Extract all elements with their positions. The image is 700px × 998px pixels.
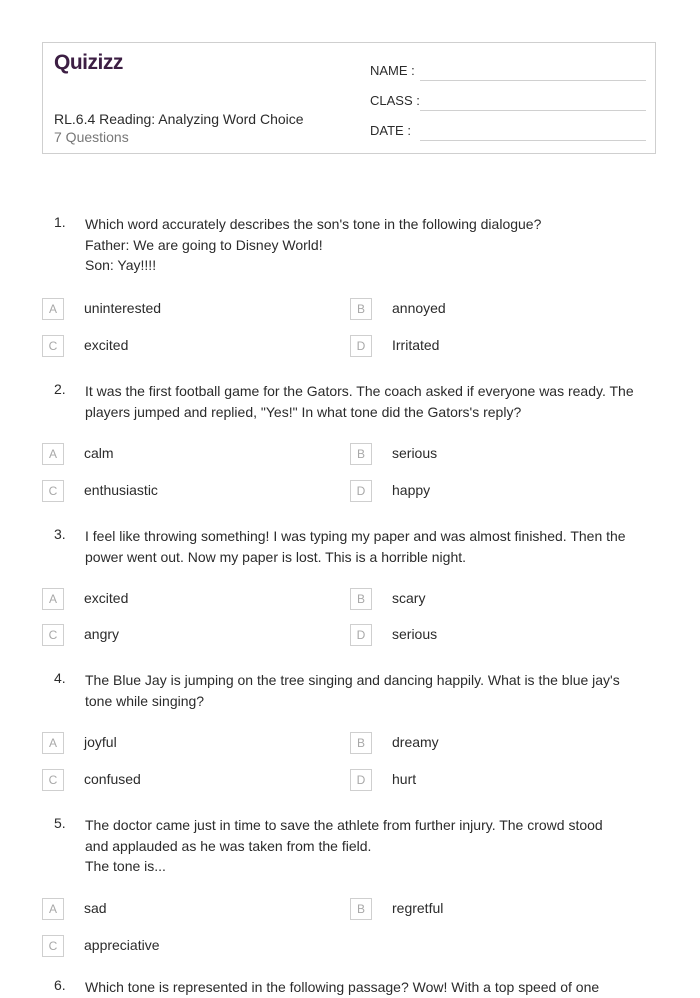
answer-option-a[interactable] [42, 588, 322, 610]
option-letter-box: D [350, 335, 372, 357]
option-letter-box: B [350, 732, 372, 754]
option-letter-box: B [350, 588, 372, 610]
option-letter-box: D [350, 624, 372, 646]
option-letter-box: C [42, 480, 64, 502]
answer-option-c[interactable] [42, 769, 322, 791]
question-text-line: power went out. Now my paper is lost. This is a horrible night. [85, 548, 467, 565]
option-text: enthusiastic [84, 482, 158, 498]
option-letter-box: C [42, 935, 64, 957]
question-text-line: and applauded as he was taken from the field. [85, 837, 372, 854]
option-text: sad [84, 900, 107, 916]
class-field[interactable] [370, 89, 646, 111]
answer-option-a[interactable] [42, 443, 322, 465]
option-text: angry [84, 626, 120, 642]
worksheet-title: RL.6.4 Reading: Analyzing Word Choice [54, 111, 304, 127]
question-number: 6. [54, 977, 66, 993]
option-letter-box: A [42, 298, 64, 320]
question-number: 5. [54, 815, 66, 831]
option-text: dreamy [392, 734, 439, 750]
option-letter-box: A [42, 732, 64, 754]
name-line [420, 80, 646, 81]
answer-option-a[interactable] [42, 298, 322, 320]
date-label: DATE : [370, 123, 411, 138]
quizizz-logo: Quizizz [54, 51, 123, 74]
option-text: appreciative [84, 937, 160, 953]
answer-option-b[interactable] [350, 298, 630, 320]
question-text-line: The tone is... [85, 858, 166, 874]
question-text-line: Which tone is represented in the following passage? Wow! With a top speed of one [85, 979, 600, 995]
question-text-line: Son: Yay!!!! [85, 257, 157, 273]
question-text [85, 381, 665, 422]
option-text: confused [84, 771, 141, 787]
date-line [420, 140, 646, 141]
answer-option-d[interactable] [350, 480, 630, 502]
question-text-line: tone while singing? [85, 692, 205, 709]
option-letter-box: B [350, 298, 372, 320]
question-text-line: players jumped and replied, "Yes!" In what tone did the Gators's reply? [85, 403, 522, 420]
answer-option-b[interactable] [350, 588, 630, 610]
question-text-line: Father: We are going to Disney World! [85, 236, 323, 253]
option-text: regretful [392, 900, 444, 916]
option-letter-box: A [42, 588, 64, 610]
answer-option-c[interactable] [42, 335, 322, 357]
option-text: excited [84, 337, 129, 353]
question-text [85, 670, 665, 711]
answer-option-b[interactable] [350, 443, 630, 465]
option-text: serious [392, 445, 438, 461]
class-label: CLASS : [370, 93, 420, 108]
question-text [85, 214, 665, 276]
class-line [420, 110, 646, 111]
answer-option-b[interactable] [350, 732, 630, 754]
option-letter-box: C [42, 769, 64, 791]
question-number: 1. [54, 214, 66, 230]
answer-option-d[interactable] [350, 624, 630, 646]
option-letter-box: D [350, 769, 372, 791]
option-text: hurt [392, 771, 417, 787]
worksheet-header [42, 42, 656, 154]
answer-option-d[interactable] [350, 769, 630, 791]
answer-option-c[interactable] [42, 480, 322, 502]
option-letter-box: B [350, 898, 372, 920]
date-field[interactable] [370, 119, 646, 141]
question-text [85, 977, 665, 998]
option-text: happy [392, 482, 431, 498]
option-letter-box: A [42, 443, 64, 465]
answer-option-d[interactable] [350, 335, 630, 357]
question-text [85, 815, 665, 877]
option-text: serious [392, 626, 438, 642]
question-text-line: The doctor came just in time to save the athlete from further injury. The crowd stood [85, 817, 603, 833]
option-text: annoyed [392, 300, 446, 316]
option-text: calm [84, 445, 114, 461]
answer-option-a[interactable] [42, 898, 322, 920]
answer-option-b[interactable] [350, 898, 630, 920]
question-count: 7 Questions [54, 129, 129, 145]
question-number: 4. [54, 670, 66, 686]
answer-option-c[interactable] [42, 624, 322, 646]
option-letter-box: C [42, 624, 64, 646]
option-text: excited [84, 590, 129, 606]
option-text: uninterested [84, 300, 162, 316]
name-field[interactable] [370, 59, 646, 81]
option-text: scary [392, 590, 426, 606]
question-text-line: Which word accurately describes the son's tone in the following dialogue? [85, 216, 542, 232]
answer-option-a[interactable] [42, 732, 322, 754]
option-letter-box: C [42, 335, 64, 357]
option-letter-box: A [42, 898, 64, 920]
option-text: Irritated [392, 337, 440, 353]
question-number: 3. [54, 526, 66, 542]
answer-option-c[interactable] [42, 935, 322, 957]
question-text-line: It was the first football game for the Gators. The coach asked if everyone was ready. The [85, 383, 634, 399]
question-number: 2. [54, 381, 66, 397]
question-text [85, 526, 665, 567]
option-letter-box: D [350, 480, 372, 502]
question-text-line: The Blue Jay is jumping on the tree singing and dancing happily. What is the blue jay's [85, 672, 620, 688]
option-text: joyful [84, 734, 117, 750]
option-letter-box: B [350, 443, 372, 465]
name-label: NAME : [370, 63, 415, 78]
question-text-line: I feel like throwing something! I was typing my paper and was almost finished. Then the [85, 528, 626, 544]
